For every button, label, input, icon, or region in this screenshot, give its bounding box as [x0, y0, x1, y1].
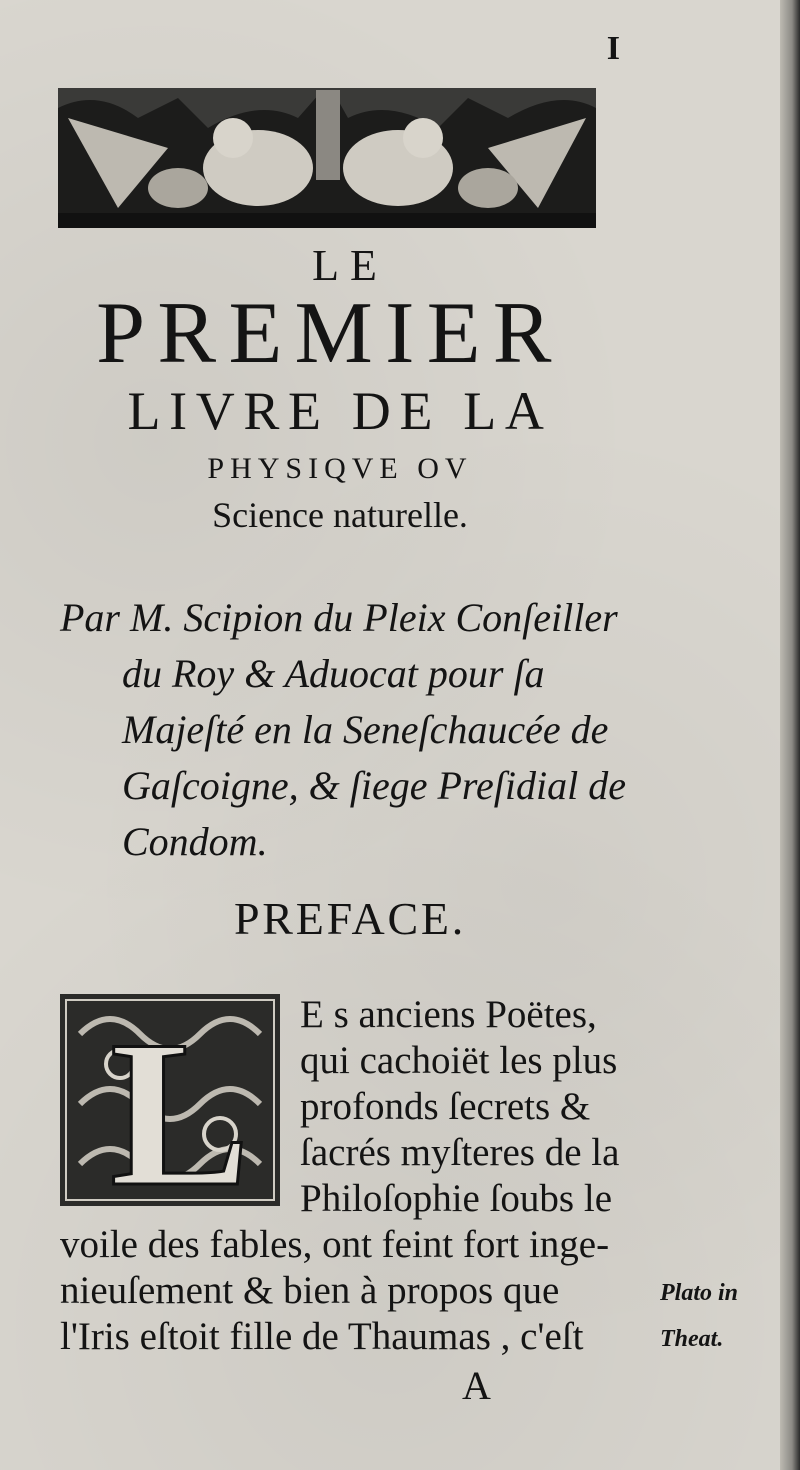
- author-line: Condom.: [122, 819, 268, 864]
- title-line-le: LE: [312, 241, 388, 290]
- body-line: nieuſement & bien à propos que: [60, 1269, 560, 1312]
- margin-note: Theat.: [660, 1326, 724, 1352]
- body-line: ſacrés myſteres de la: [300, 1131, 620, 1174]
- author-line: du Roy & Aduocat pour ſa: [122, 651, 545, 696]
- body-line: Philoſophie ſoubs le: [300, 1177, 612, 1220]
- body-line: E s anciens Poëtes,: [300, 993, 597, 1036]
- title-line-physique: PHYSIQVE OV: [207, 452, 473, 485]
- title-line-livre: LIVRE DE LA: [127, 381, 553, 441]
- preface-heading: PREFACE.: [233, 893, 467, 944]
- author-line: Majeſté en la Seneſchaucée de: [122, 707, 609, 752]
- title-line-science: Science naturelle.: [212, 495, 468, 535]
- page-number: I: [606, 30, 620, 67]
- body-line: qui cachoiët les plus: [300, 1039, 618, 1082]
- margin-note: Plato in: [660, 1280, 739, 1306]
- signature-mark: A: [462, 1363, 491, 1408]
- body-line: l'Iris eſtoit fille de Thaumas , c'eſt: [60, 1315, 584, 1358]
- ornamental-headpiece-icon: [58, 88, 596, 228]
- initial-letter: L: [110, 998, 251, 1206]
- page-edge: [780, 0, 800, 1470]
- body-line: profonds ſecrets &: [300, 1085, 591, 1128]
- author-line: Par M. Scipion du Pleix Conſeiller: [60, 595, 618, 640]
- author-line: Gaſcoigne, & ſiege Preſidial de: [122, 763, 626, 808]
- author-block: [60, 590, 660, 870]
- body-line: voile des fables, ont feint fort inge-: [60, 1223, 610, 1266]
- title-line-premier: PREMIER: [96, 285, 564, 382]
- preface-body: [60, 992, 660, 1360]
